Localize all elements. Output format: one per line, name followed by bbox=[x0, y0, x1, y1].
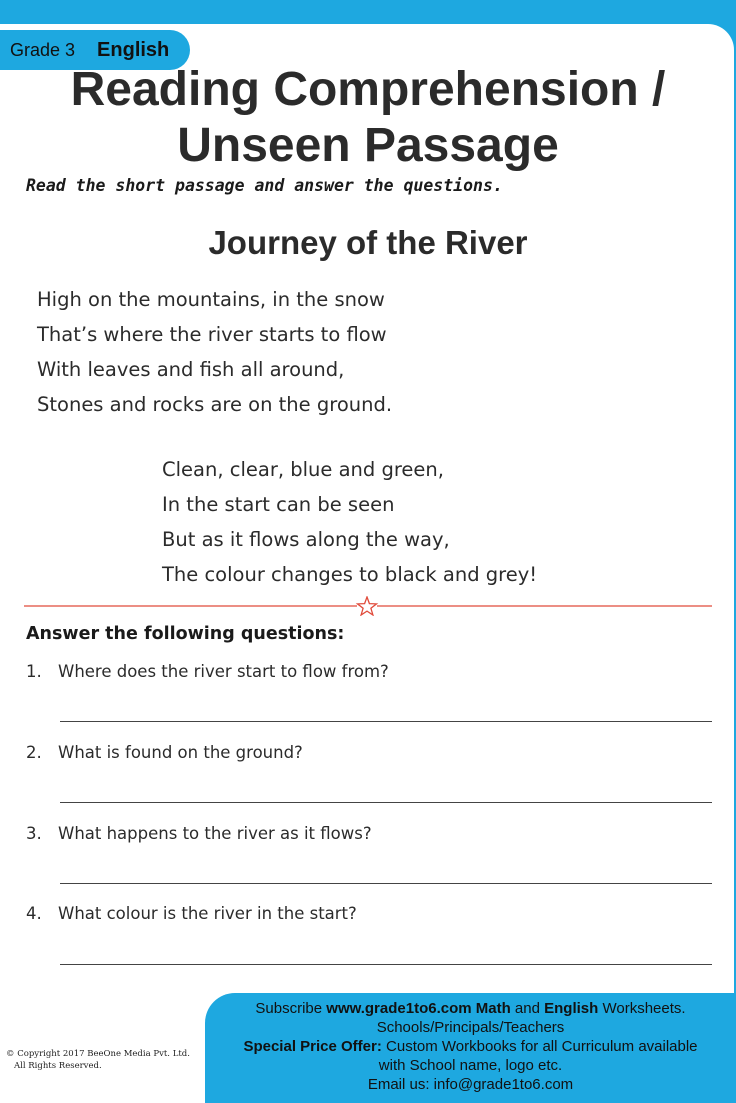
poem-line: With leaves and fish all around, bbox=[37, 358, 345, 381]
subscribe-line bbox=[205, 999, 736, 1018]
copyright-notice bbox=[6, 1048, 190, 1072]
poem-line: Clean, clear, blue and green, bbox=[162, 458, 444, 481]
copyright-line: © Copyright 2017 BeeOne Media Pvt. Ltd. bbox=[6, 1049, 190, 1059]
poem-line: Stones and rocks are on the ground. bbox=[37, 393, 393, 416]
promo-text bbox=[205, 999, 736, 1094]
question-item bbox=[26, 662, 389, 681]
subject-label: English bbox=[97, 38, 170, 61]
email-link[interactable]: Email us: info@grade1to6.com bbox=[367, 1076, 574, 1093]
question-item bbox=[26, 743, 303, 762]
poem-line: High on the mountains, in the snow bbox=[37, 288, 385, 311]
offer-line bbox=[205, 1037, 736, 1056]
poem-title: Journey of the River bbox=[208, 224, 528, 261]
poem-line: But as it flows along the way, bbox=[162, 528, 450, 551]
offer-text: Custom Workbooks for all Curriculum available bbox=[381, 1038, 698, 1055]
grade-label: Grade 3 bbox=[10, 39, 76, 60]
poem-stanza-1 bbox=[37, 282, 392, 422]
star-divider bbox=[24, 596, 712, 616]
star-icon bbox=[358, 597, 377, 615]
website-link[interactable]: www.grade1to6.com Math bbox=[326, 1000, 511, 1017]
question-number: 1. bbox=[26, 662, 42, 681]
instruction-text: Read the short passage and answer the questions. bbox=[26, 176, 503, 195]
question-text: Where does the river start to flow from? bbox=[58, 662, 389, 681]
question-number: 3. bbox=[26, 824, 42, 843]
question-number: 4. bbox=[26, 904, 42, 923]
answer-line[interactable] bbox=[60, 883, 712, 884]
poem-stanza-2 bbox=[162, 452, 537, 592]
question-text: What happens to the river as it flows? bbox=[58, 824, 372, 843]
answer-line[interactable] bbox=[60, 964, 712, 965]
subscribe-suffix: Worksheets. bbox=[598, 1000, 686, 1017]
page-title bbox=[0, 62, 736, 174]
question-number: 2. bbox=[26, 743, 42, 762]
question-item bbox=[26, 824, 372, 843]
poem-line: In the start can be seen bbox=[162, 493, 395, 516]
title-line-1: Reading Comprehension / bbox=[70, 63, 666, 116]
subscribe-english: English bbox=[544, 1000, 599, 1017]
promo-banner bbox=[205, 993, 736, 1103]
question-text: What colour is the river in the start? bbox=[58, 904, 357, 923]
answer-line[interactable] bbox=[60, 802, 712, 803]
poem-line: That’s where the river starts to flow bbox=[37, 323, 387, 346]
offer-line-2: with School name, logo etc. bbox=[378, 1057, 563, 1074]
question-text: What is found on the ground? bbox=[58, 743, 303, 762]
subscribe-and: and bbox=[510, 1000, 545, 1017]
question-item bbox=[26, 904, 357, 923]
rights-line: All Rights Reserved. bbox=[14, 1061, 102, 1071]
answer-line[interactable] bbox=[60, 721, 712, 722]
questions-heading: Answer the following questions: bbox=[26, 624, 345, 644]
poem-line: The colour changes to black and grey! bbox=[162, 563, 538, 586]
subscribe-prefix: Subscribe bbox=[255, 1000, 327, 1017]
title-line-2: Unseen Passage bbox=[177, 119, 559, 172]
offer-label: Special Price Offer: bbox=[243, 1038, 382, 1055]
audience-line: Schools/Principals/Teachers bbox=[376, 1019, 565, 1036]
